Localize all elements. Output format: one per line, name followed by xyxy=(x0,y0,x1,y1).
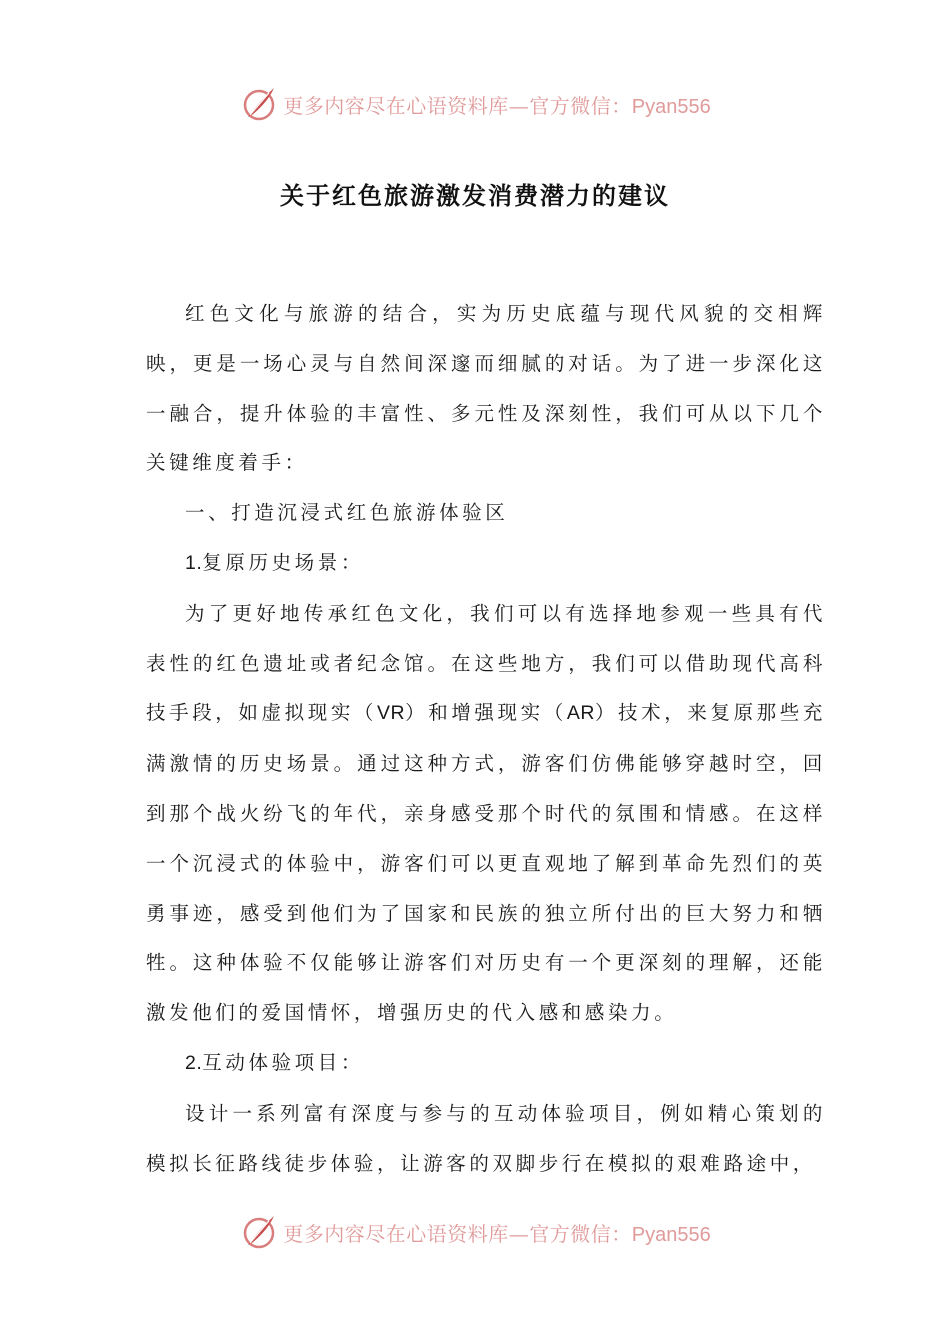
intro-paragraph: 红色文化与旅游的结合，实为历史底蕴与现代风貌的交相辉映，更是一场心灵与自然间深邃而细腻的对话。为了进一步深化这一融合，提升体验的丰富性、多元性及深刻性，我们可从以下几个关键维度着手： xyxy=(146,302,826,475)
watermark-text: 更多内容尽在心语资料库—官方微信：Pyan556 xyxy=(283,1221,711,1246)
watermark-text: 更多内容尽在心语资料库—官方微信：Pyan556 xyxy=(283,93,711,118)
item-heading: 2.互动体验项目： xyxy=(185,1050,364,1074)
quill-pen-logo-icon xyxy=(239,84,279,124)
watermark-header xyxy=(0,82,950,126)
quill-pen-logo-icon xyxy=(239,1212,279,1252)
section-heading: 一、打造沉浸式红色旅游体验区 xyxy=(185,501,509,525)
document-body xyxy=(146,289,826,1188)
item-paragraph: 设计一系列富有深度与参与的互动体验项目，例如精心策划的模拟长征路线徒步体验，让游客的双脚步行在模拟的艰难路途中， xyxy=(146,1101,826,1175)
watermark-footer xyxy=(0,1210,950,1254)
document-title: 关于红色旅游激发消费潜力的建议 xyxy=(280,181,670,210)
item-paragraph: 为了更好地传承红色文化，我们可以有选择地参观一些具有代表性的红色遗址或者纪念馆。在这些地方，我们可以借助现代高科技手段，如虚拟现实（VR）和增强现实（AR）技术，来复原那些充满激情的历史场景。通过这种方式，游客们仿佛能够穿越时空，回到那个战火纷飞的年代，亲身感受那个时代的氛围和情感。在这样一个沉浸式的体验中，游客们可以更直观地了解到革命先烈们的英勇事迹，感受到他们为了国家和民族的独立所付出的巨大努力和牺牲。这种体验不仅能够让游客们对历史有一个更深刻的理解，还能激发他们的爱国情怀，增强历史的代入感和感染力。 xyxy=(146,601,826,1025)
item-heading: 1.复原历史场景： xyxy=(185,550,364,574)
